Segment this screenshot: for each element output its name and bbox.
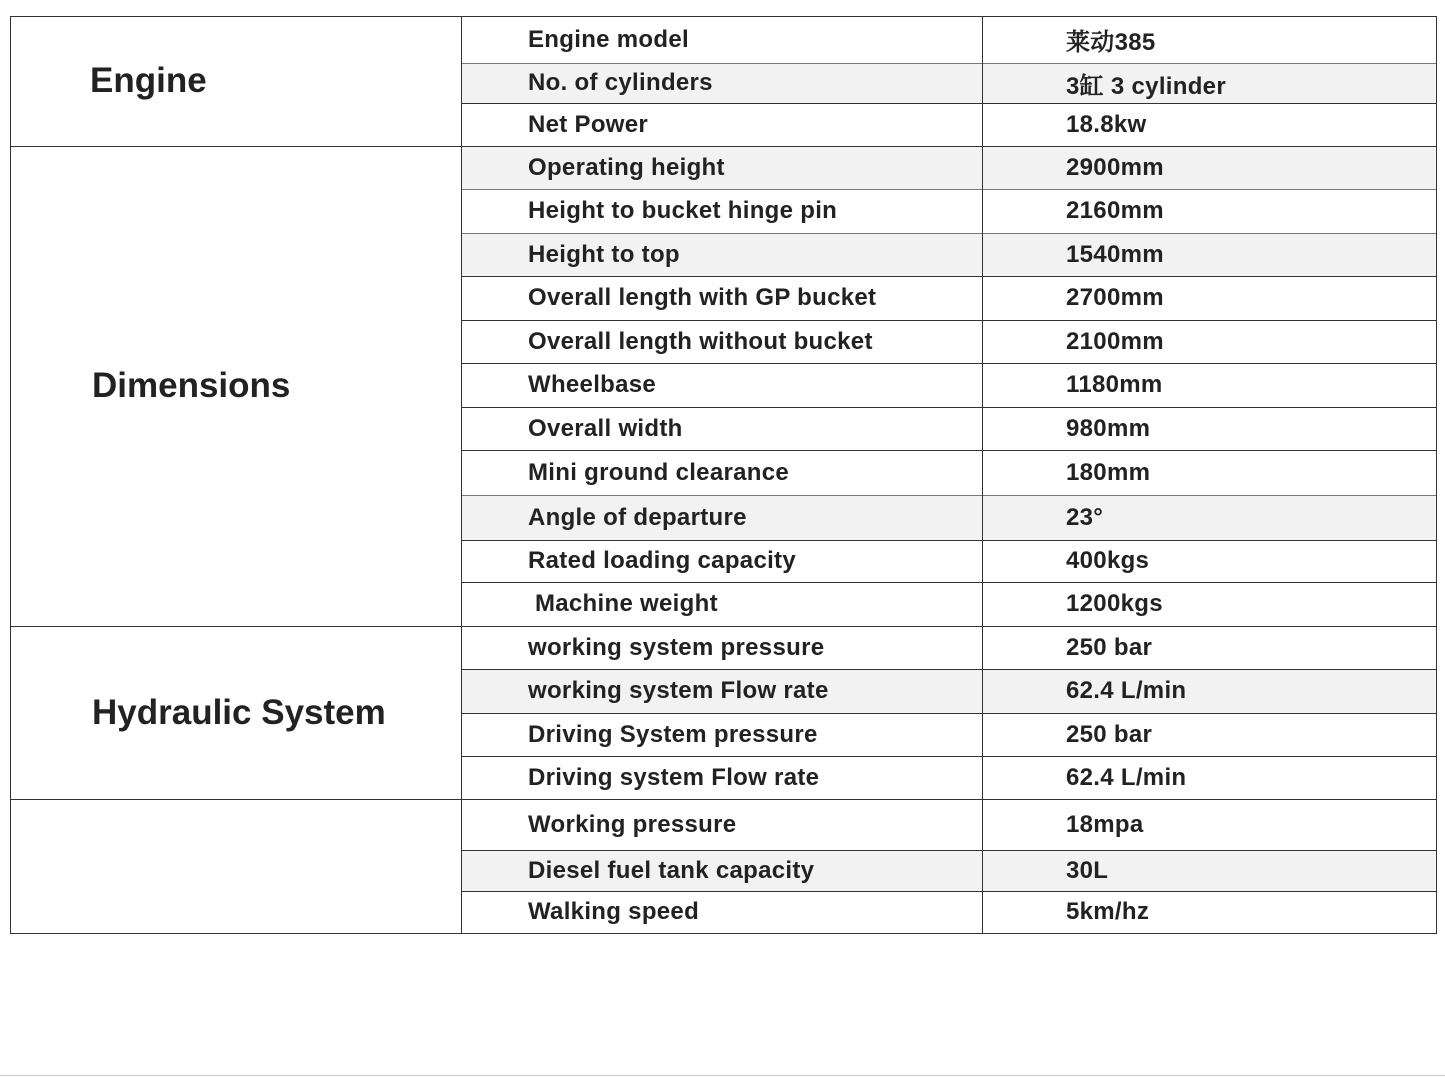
table-row <box>461 103 1437 146</box>
table-row <box>461 669 1437 713</box>
param-value: 1200kgs <box>1066 590 1163 617</box>
param-name: Operating height <box>528 153 725 181</box>
table-row <box>461 320 1437 363</box>
param-name: Angle of departure <box>528 503 747 531</box>
grid-line <box>461 233 1437 234</box>
grid-line <box>1436 16 1437 934</box>
grid-line <box>461 103 1437 104</box>
grid-line <box>10 146 461 147</box>
param-value: 1180mm <box>1066 371 1163 398</box>
table-row <box>461 146 1437 189</box>
param-name: Walking speed <box>528 898 700 925</box>
param-value: 180mm <box>1066 458 1151 486</box>
grid-line <box>461 363 1437 364</box>
param-name: Driving system Flow rate <box>528 763 820 791</box>
param-name: Rated loading capacity <box>528 547 796 574</box>
param-value: 1540mm <box>1066 240 1164 268</box>
table-row <box>461 626 1437 669</box>
param-value: 30L <box>1066 856 1109 884</box>
grid-line <box>461 450 1437 451</box>
grid-line <box>461 756 1437 757</box>
param-name: Mini ground clearance <box>528 458 790 486</box>
table-row <box>461 495 1437 540</box>
param-name: Working pressure <box>528 810 737 838</box>
param-value: 莱动385 <box>1066 29 1156 56</box>
table-row <box>461 891 1437 933</box>
table-row <box>461 756 1437 799</box>
grid-line <box>461 850 1437 851</box>
param-value: 3缸 3 cylinder <box>1066 72 1226 100</box>
grid-line <box>461 146 1437 147</box>
param-name: Overall length without bucket <box>528 327 873 355</box>
param-value: 18.8kw <box>1066 110 1147 138</box>
grid-line <box>461 891 1437 892</box>
param-value: 5km/hz <box>1066 898 1150 925</box>
category-label: Engine <box>90 61 207 100</box>
param-value: 2700mm <box>1066 284 1164 311</box>
page-bottom-rule <box>0 1075 1445 1076</box>
grid-line <box>461 189 1437 190</box>
table-row <box>461 189 1437 233</box>
param-name: No. of cylinders <box>528 69 713 96</box>
param-name: Height to top <box>528 240 680 268</box>
grid-line <box>461 669 1437 670</box>
grid-line <box>461 63 1437 64</box>
param-value: 18mpa <box>1066 810 1144 838</box>
grid-line <box>461 407 1437 408</box>
grid-line <box>461 799 1437 800</box>
grid-line <box>10 16 11 934</box>
table-row <box>461 799 1437 850</box>
param-value: 400kgs <box>1066 547 1150 574</box>
table-row <box>461 850 1437 891</box>
grid-line <box>461 16 462 934</box>
grid-line <box>10 626 461 627</box>
param-value: 62.4 L/min <box>1066 677 1187 704</box>
param-name: Overall width <box>528 414 683 442</box>
grid-line <box>461 713 1437 714</box>
param-name: working system pressure <box>528 633 825 661</box>
param-name: Height to bucket hinge pin <box>528 197 838 224</box>
table-row <box>461 16 1437 63</box>
param-value: 250 bar <box>1066 720 1153 748</box>
param-name: working system Flow rate <box>528 677 829 704</box>
param-name: Wheelbase <box>528 371 657 398</box>
grid-line <box>461 276 1437 277</box>
grid-line <box>10 933 1437 934</box>
grid-line <box>982 16 983 934</box>
grid-line <box>10 799 461 800</box>
param-value: 980mm <box>1066 414 1151 442</box>
table-row <box>461 713 1437 756</box>
table-row <box>461 276 1437 320</box>
category-label: Hydraulic System <box>92 692 386 732</box>
param-value: 23° <box>1066 503 1104 531</box>
table-row <box>461 233 1437 276</box>
param-value: 62.4 L/min <box>1066 763 1187 791</box>
param-name: Driving System pressure <box>528 720 818 748</box>
param-name: Engine model <box>528 25 689 53</box>
category-label: Dimensions <box>92 366 291 405</box>
param-name: Overall length with GP bucket <box>528 284 877 311</box>
table-row <box>461 450 1437 495</box>
table-row <box>461 540 1437 582</box>
grid-line <box>461 320 1437 321</box>
param-name: Net Power <box>528 110 649 138</box>
grid-line <box>461 582 1437 583</box>
table-row <box>461 363 1437 407</box>
grid-line <box>461 495 1437 496</box>
param-value: 250 bar <box>1066 633 1153 661</box>
table-row <box>461 582 1437 626</box>
param-value: 2160mm <box>1066 197 1164 224</box>
grid-line <box>461 540 1437 541</box>
table-row <box>461 407 1437 450</box>
table-row <box>461 63 1437 103</box>
grid-line <box>461 626 1437 627</box>
param-name: Diesel fuel tank capacity <box>528 856 815 884</box>
param-name: Machine weight <box>528 590 718 617</box>
param-value: 2100mm <box>1066 327 1164 355</box>
param-value: 2900mm <box>1066 153 1164 181</box>
grid-line <box>10 16 1437 17</box>
